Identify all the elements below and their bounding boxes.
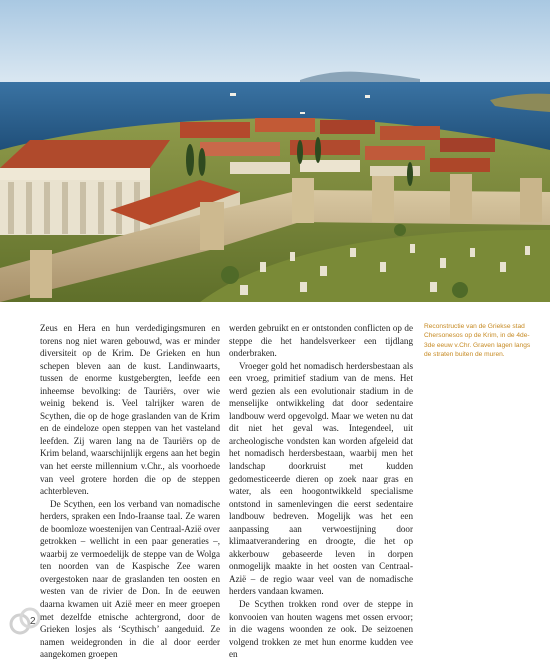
chersonesos-reconstruction (0, 0, 550, 302)
text-column-left (40, 322, 220, 661)
sky (0, 0, 550, 84)
paragraph: werden gebruikt en er ontstonden conflicten op de steppe die het handelsverkeer een tijdlang onderbraken. (229, 323, 413, 359)
paragraph: De Scythen trokken rond over de steppe in konvooien van houten wagens met ossen ervoor; in die wagens woonden ze ook. De seizoenen volgend trokken ze met hun enorme kudden vee en (229, 599, 413, 660)
paragraph: Zeus en Hera en hun verdedigingsmuren en torens nog niet waren gebouwd, was er minder diversiteit op de Krim. De Grieken en hun schepen bleven aan de kust. Landinwaarts, tussen de enorme kustgebergten, leefde een inheemse bevolking: de Tauriërs, over wie weinig bekend is. Veel talrijker waren de Scythen, die op de hoge graslanden van de Krim en de eindeloze open steppen van het vasteland leefden. Zij waren lang na de Tauriërs op de Krim beland, waarschijnlijk ergens aan het begin van het eerste millennium v.Chr., als voorhoede van veel grotere horden die op de steppen achterbleven. (40, 323, 220, 497)
paragraph: De Scythen, een los verband van nomadische herders, spraken een Indo-Iraanse taal. Ze waren de boomloze woestenijen van Centraal-Azië over getrokken – wellicht in een paar generaties –, waarbij ze vermoedelijk de steppe van de Wolga ten noorden van de Kaspische Zee waren overgestoken naar de graslanden ten oosten en westen van de rivier de Don. In de eeuwen daarna kwamen uit Azië meer en meer groepen met dezelfde etnische achtergrond, door de Grieken losjes als ‘Scythisch’ aangeduid. Ze namen weidegronden in die al door eerder aangekomen groepen (40, 498, 220, 660)
paragraph: Vroeger gold het nomadisch herdersbestaan als een vroeg, primitief stadium van de mens. Het werd gezien als een evolutionair stadium in de menselijke ontwikkeling dat door sedentaire landbouw werd opgevolgd. Maar we weten nu dat dit niet het geval was. Integendeel, uit archeologische vondsten kan worden afgeleid dat het nomadisch herdersbestaan, waarbij men het landschap doorkruist met kudden gedomesticeerde dieren op zoek naar gras en water, als een hoogontwikkeld specialisme ontstond in samenlevingen die eerst sedentaire landbouw bedreven. Mogelijk was het een aanpassing aan verwoestijning door klimaatverandering en droogte, die het op akkerbouw gebaseerde leven in dorpen onmogelijk maakte in het oosten van Centraal-Azië – de regio waar veel van de nomadische herders vandaan kwamen. (229, 360, 413, 597)
page-number: 2 (30, 616, 36, 627)
image-caption: Reconstructie van de Griekse stad Chersonesos op de Krim, in de 4de-3de eeuw v.Chr. Graven lagen langs de straten buiten de muren. (424, 323, 531, 358)
hero-illustration (0, 0, 550, 302)
bol-watermark-logo (8, 604, 42, 638)
text-column-middle (229, 322, 413, 661)
